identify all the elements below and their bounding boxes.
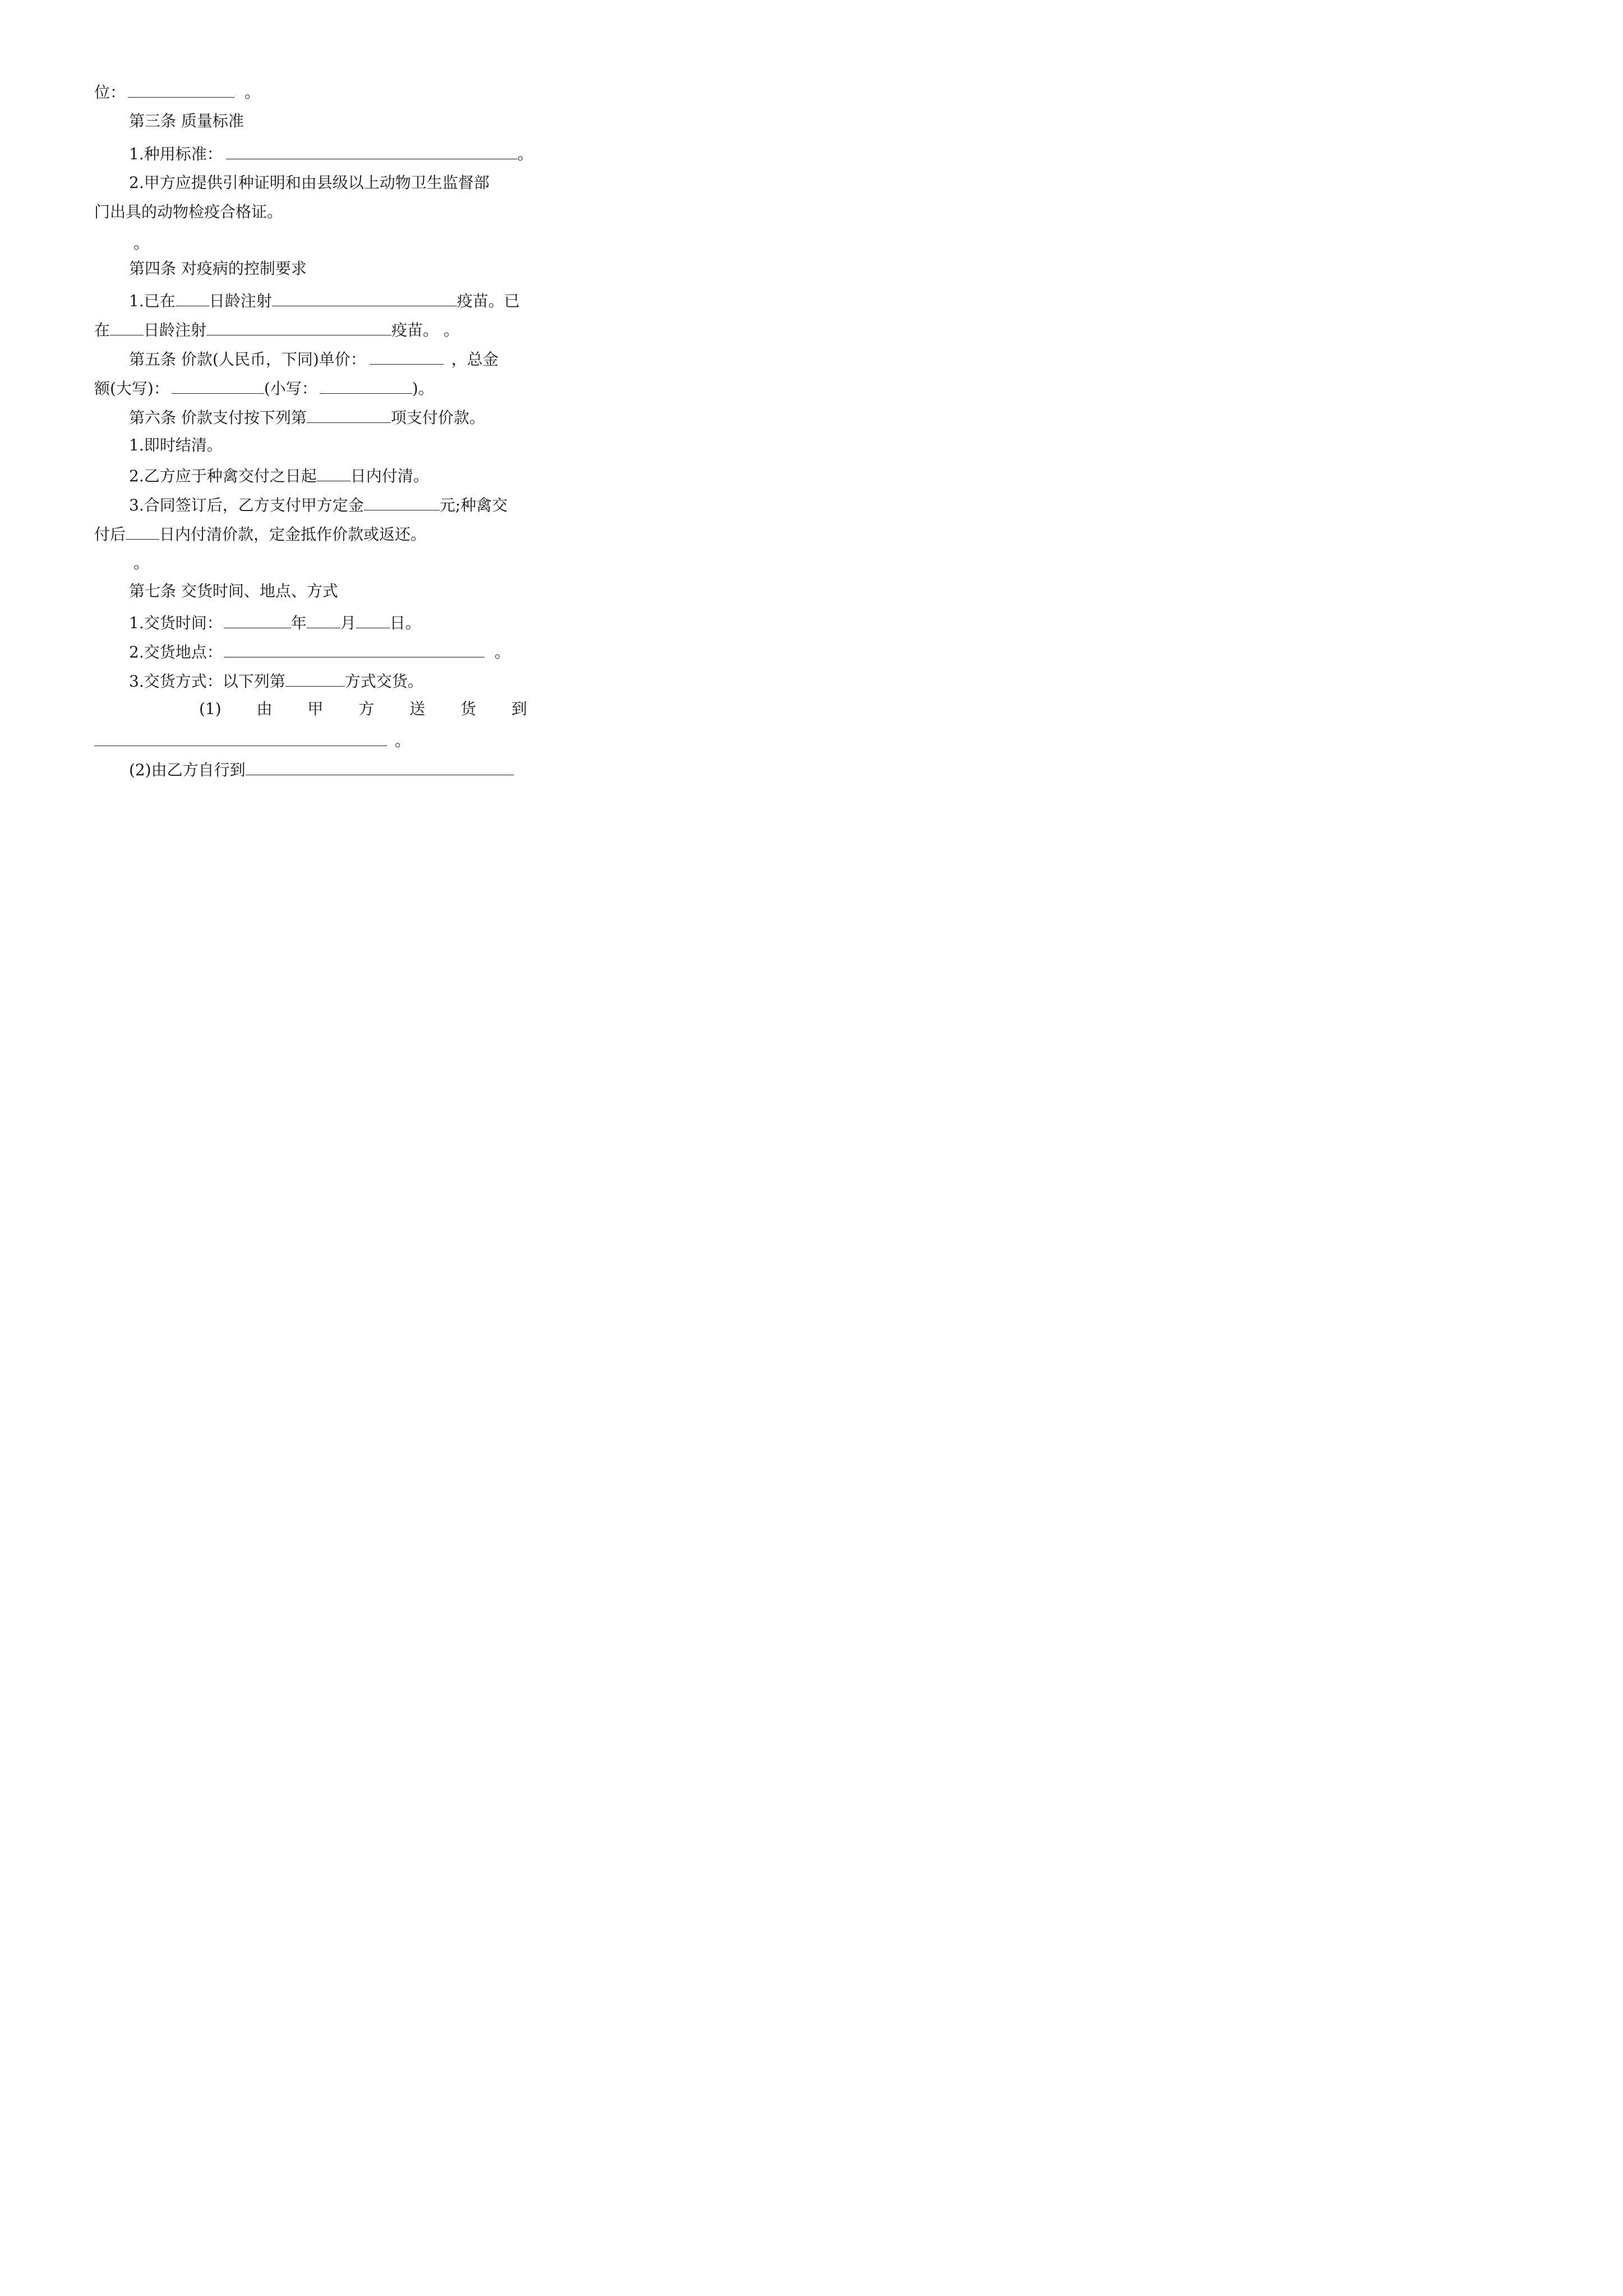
delivery-month-blank[interactable] (307, 614, 340, 628)
text: 第五条 价款(人民币，下同)单价： (129, 350, 366, 369)
total-amount-lower-blank[interactable] (320, 379, 412, 394)
text: 3.合同签订后，乙方支付甲方定金 (129, 496, 364, 515)
text: 1.交货时间： (129, 614, 223, 633)
payment-days-blank[interactable] (317, 467, 351, 481)
text: 项支付价款。 (390, 408, 485, 427)
stray-period-2: 。 (133, 554, 150, 572)
text: 日内付清价款，定金抵作价款或返还。 (159, 525, 427, 544)
text: 额(大写)： (94, 379, 169, 398)
option-1-line-1 (199, 701, 527, 717)
article-6-item-3-line-2 (94, 525, 426, 542)
text: 第六条 价款支付按下列第 (129, 408, 307, 427)
article-4-item-1-line-2 (94, 321, 459, 338)
option-1-char: 方 (358, 700, 375, 718)
text: 1.已在 (129, 292, 176, 311)
text: 日内付清。 (350, 467, 429, 486)
day-age-blank-2[interactable] (110, 321, 144, 335)
total-amount-upper-blank[interactable] (172, 379, 264, 394)
period: 。 (517, 145, 533, 164)
option-2-place-blank[interactable] (246, 761, 514, 775)
article-3-item-2-line-1: 2.甲方应提供引种证明和由县级以上动物卫生监督部 (129, 173, 490, 192)
article-5-line-1 (129, 350, 499, 367)
text: 。 (395, 731, 411, 751)
delivery-method-blank[interactable] (285, 672, 345, 687)
text: ，总金 (451, 350, 499, 369)
deposit-blank[interactable] (364, 496, 440, 510)
article-3-heading: 第三条 质量标准 (129, 112, 244, 130)
text: 在 (94, 321, 110, 340)
vaccine-blank-1[interactable] (272, 292, 457, 306)
text: 日龄注射 (209, 292, 272, 311)
article-3-item-1 (129, 145, 533, 162)
text: 付后 (94, 525, 126, 544)
delivery-year-blank[interactable] (224, 614, 291, 628)
period: 。 (245, 83, 261, 102)
text: 3.交货方式：以下列第 (129, 672, 285, 691)
payment-option-blank[interactable] (307, 408, 391, 423)
article-6-item-2 (129, 467, 429, 484)
location-label: 位： (94, 83, 126, 102)
settle-days-blank[interactable] (126, 525, 159, 540)
delivery-day-blank[interactable] (356, 614, 390, 628)
article-5-line-2 (94, 379, 434, 397)
text: 年 (291, 614, 307, 633)
unit-price-blank[interactable] (370, 350, 444, 365)
option-1-char: 甲 (307, 700, 324, 718)
document-page (0, 0, 617, 873)
text: 月 (340, 614, 356, 633)
option-1-char: 到 (511, 700, 527, 718)
option-1-char: 货 (460, 700, 477, 718)
article-7-item-3 (129, 672, 423, 689)
text: 疫苗。 。 (391, 321, 459, 340)
text: 方式交货。 (344, 672, 423, 691)
option-1-destination-blank[interactable] (94, 731, 387, 746)
option-1-line-2 (94, 731, 411, 749)
article-7-heading: 第七条 交货时间、地点、方式 (129, 582, 338, 600)
location-blank[interactable] (128, 83, 234, 98)
text: (2)由乙方自行到 (129, 761, 246, 780)
option-1-char: 由 (256, 700, 273, 718)
article-7-item-2 (129, 643, 510, 660)
article-4-heading: 第四条 对疫病的控制要求 (129, 259, 307, 278)
vaccine-blank-2[interactable] (206, 321, 391, 335)
option-1-char: 送 (409, 700, 426, 718)
text: 日。 (389, 614, 421, 633)
article-6-heading (129, 408, 485, 426)
breeding-standard-blank[interactable] (226, 145, 518, 159)
text: )。 (412, 379, 434, 398)
option-1-char: (1) (199, 700, 222, 718)
location-line (94, 83, 260, 100)
breeding-standard-label: 1.种用标准： (129, 145, 223, 164)
text: 2.乙方应于种禽交付之日起 (129, 467, 317, 486)
article-6-item-3-line-1 (129, 496, 508, 513)
stray-period-1: 。 (133, 234, 150, 252)
text: 2.交货地点： (129, 643, 223, 662)
text: 。 (494, 643, 510, 662)
text: (小写： (264, 379, 317, 398)
delivery-place-blank[interactable] (224, 643, 485, 657)
day-age-blank-1[interactable] (176, 292, 209, 306)
article-3-item-2-line-2: 门出具的动物检疫合格证。 (94, 203, 283, 221)
article-6-item-1: 1.即时结清。 (129, 436, 223, 454)
article-7-item-1 (129, 614, 421, 631)
option-2-line (129, 761, 514, 778)
text: 元;种禽交 (439, 496, 508, 515)
text: 日龄注射 (144, 321, 207, 340)
text: 疫苗。已 (457, 292, 520, 311)
article-4-item-1-line-1 (129, 292, 520, 309)
